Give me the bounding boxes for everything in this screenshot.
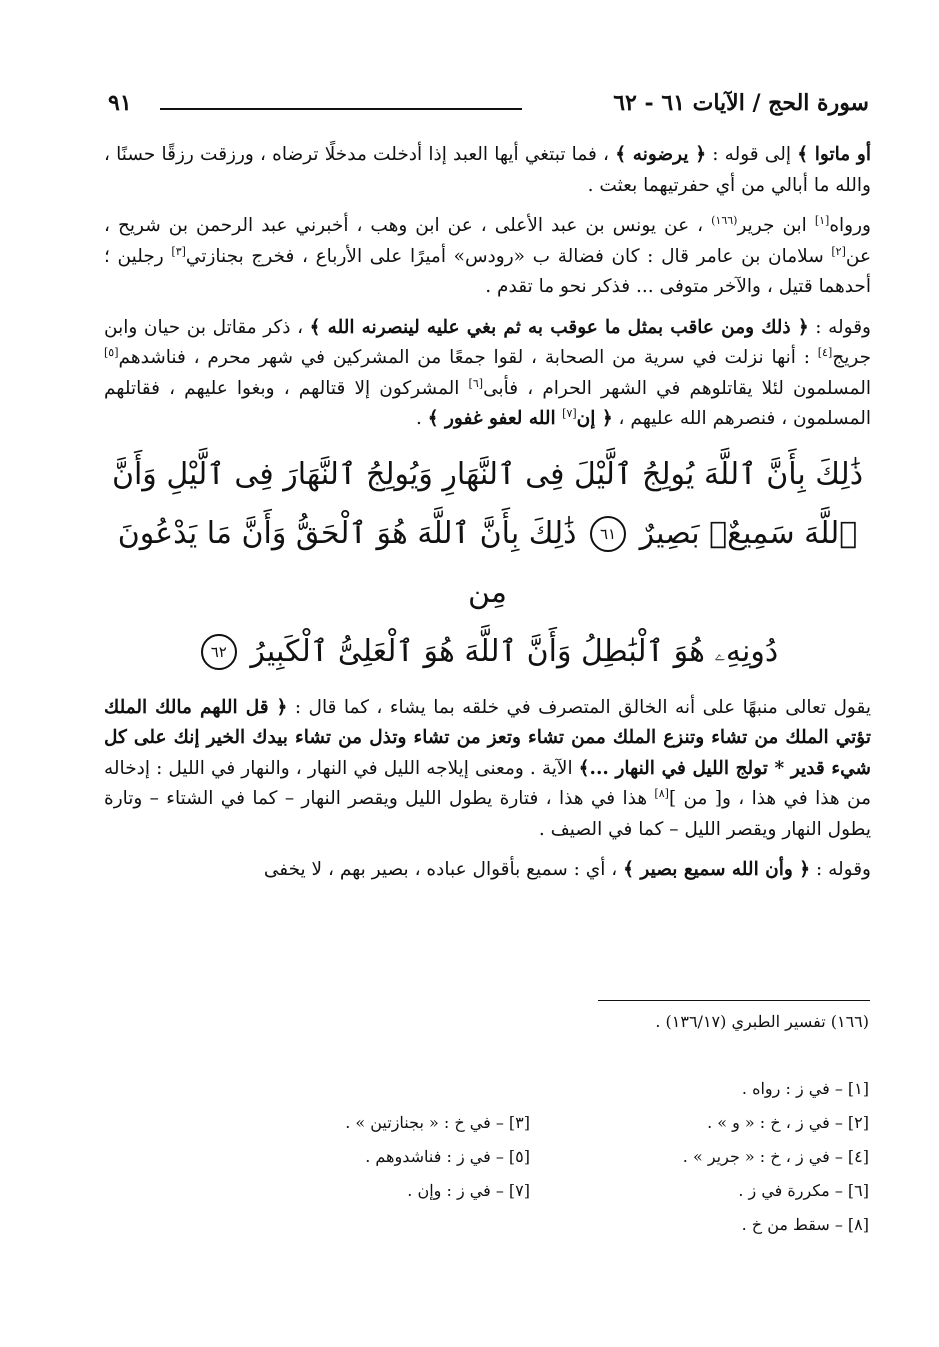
footnote-rule <box>598 1000 870 1001</box>
text: ، عن يونس بن عبد الأعلى ، عن ابن وهب ، أخبرني عبد الرحمن بن شريح ، عن <box>104 215 872 267</box>
quote-bold: ﴿ إن <box>576 408 613 429</box>
quote-bold: ﴿ ذلك ومن عاقب بمثل ما عوقب به ثم بغي عليه لينصرنه الله ﴾ <box>309 316 809 338</box>
note-5: [٥] – في ز : فناشدوهم . <box>365 1147 530 1166</box>
notes-row <box>200 1208 869 1242</box>
quote-bold: ﴿ قل اللهم مالك الملك تؤتي الملك من تشاء وتنزع الملك ممن تشاء وتعز من تشاء وتذل من تشاء بيدك الخير إنك على كل شيء قدير * تولج الليل في النهار ...﴾ <box>104 696 871 779</box>
quote-bold: أو ماتوا ﴾ <box>797 144 871 165</box>
running-header <box>108 86 869 126</box>
text: وقوله : <box>810 859 871 880</box>
paragraph-2 <box>104 211 871 303</box>
verse-text: ٱللَّهَ سَمِيعٌۢ بَصِيرٌ <box>639 515 858 551</box>
quote-bold: الله لعفو غفور ﴾ <box>427 408 563 429</box>
note-2: [٢] – في ز ، خ : « و » . <box>707 1113 869 1132</box>
text: ، فما تبتغي أيها العبد إذا أدخلت مدخلًا ترضاه ، ورزقت رزقًا حسنًا ، والله ما أبالي من أي حفرتيهما بعثت . <box>104 144 871 196</box>
quote-bold: ﴿ وأن الله سميع بصير ﴾ <box>623 859 811 880</box>
quran-verse-block <box>104 445 871 681</box>
text: . <box>415 408 428 429</box>
footnote-ref: (١٦٦) <box>711 213 738 227</box>
paragraph-5 <box>104 855 871 886</box>
surah-title: سورة الحج / الآيات ٦١ - ٦٢ <box>613 90 869 116</box>
footnote-main: (١٦٦) تفسير الطبري (١٣٦/١٧) . <box>655 1012 869 1031</box>
paragraph-1 <box>104 140 871 201</box>
text: ابن جرير <box>737 215 815 236</box>
text: ، أي : سميع بأقوال عباده ، بصير بهم ، لا يخفى <box>263 859 624 880</box>
text: : أنها نزلت في سرية من الصحابة ، لقوا جمعًا من المشركين في شهر محرم ، فناشدهم <box>118 347 818 368</box>
footnote-ref: [٨] <box>654 786 669 800</box>
verse-text: ذَٰلِكَ بِأَنَّ ٱللَّهَ هُوَ ٱلْحَقُّ وَأَنَّ مَا يَدْعُونَ مِن <box>117 515 577 610</box>
quote-bold: ﴿ يرضونه ﴾ <box>615 144 707 165</box>
text: ، ذكر مقاتل بن حيان وابن جريج <box>104 316 871 368</box>
note-empty <box>200 1208 530 1242</box>
paragraph-3 <box>104 313 871 435</box>
verse-line <box>104 622 871 681</box>
note-3: [٣] – في خ : « بجنازتين » . <box>345 1113 530 1132</box>
ayah-number-62: ٦٢ <box>201 634 237 670</box>
text: إلى قوله : <box>706 144 798 165</box>
text: وقوله : <box>808 316 871 338</box>
page-number: ٩١ <box>108 90 132 116</box>
text: ورواه <box>829 215 871 236</box>
note-8: [٨] – سقط من خ . <box>741 1215 869 1234</box>
note-empty <box>200 1072 530 1106</box>
footnote-ref: [٣] <box>171 244 186 258</box>
variant-notes <box>200 1072 869 1242</box>
verse-text: دُونِهِۦ هُوَ ٱلْبَٰطِلُ وَأَنَّ ٱللَّهَ هُوَ ٱلْعَلِىُّ ٱلْكَبِيرُ <box>250 633 779 669</box>
footnote-ref: [٤] <box>817 345 833 359</box>
note-6: [٦] – مكررة في ز . <box>738 1181 869 1200</box>
text: يقول تعالى منبهًا على أنه الخالق المتصرف في خلقه بما يشاء ، كما قال : <box>287 696 871 718</box>
text: المسلمون لئلا يقاتلوهم في الشهر الحرام ، فأبى <box>483 377 871 399</box>
text: هذا في هذا ، فتارة يطول الليل ويقصر النهار – كما في الشتاء – وتارة يطول النهار ويقصر الليل – كما في الصيف . <box>104 788 871 840</box>
text: المشركون إلا قتالهم ، وبغوا عليهم ، فقاتلهم المسلمون ، فنصرهم الله عليهم ، <box>104 377 871 429</box>
note-7: [٧] – في ز : وإن . <box>407 1181 530 1200</box>
notes-row <box>200 1140 869 1174</box>
notes-row <box>200 1106 869 1140</box>
footnote-ref: [٧] <box>562 406 577 420</box>
verse-line: ذَٰلِكَ بِأَنَّ ٱللَّهَ يُولِجُ ٱلَّيْلَ فِى ٱلنَّهَارِ وَيُولِجُ ٱلنَّهَارَ فِى ٱلَّيْلِ وَأَنَّ <box>111 456 864 492</box>
note-4: [٤] – في ز ، خ : « جرير » . <box>682 1147 869 1166</box>
main-text <box>104 140 871 896</box>
header-rule <box>160 108 522 110</box>
footnote-ref: [٥] <box>104 345 119 359</box>
text: الآية . ومعنى إيلاجه الليل في النهار ، والنهار في الليل : إدخاله من هذا في هذا ، و[ من ] <box>104 757 872 809</box>
notes-row <box>200 1174 869 1208</box>
footnote-ref: [٦] <box>468 376 484 390</box>
footnote-ref: [١] <box>814 213 830 227</box>
footnote-ref: [٢] <box>831 244 846 258</box>
note-1: [١] – في ز : رواه . <box>741 1079 869 1098</box>
verse-line <box>104 504 871 622</box>
text: سلامان بن عامر قال : كان فضالة ب «رودس» أميرًا على الأرباع ، فخرج بجنازتي <box>185 245 832 267</box>
paragraph-4 <box>104 693 871 846</box>
notes-row <box>200 1072 869 1106</box>
text: رجلين ؛ أحدهما قتيل ، والآخر متوفى ... فذكر نحو ما تقدم . <box>104 245 871 297</box>
ayah-number-61: ٦١ <box>590 516 626 552</box>
